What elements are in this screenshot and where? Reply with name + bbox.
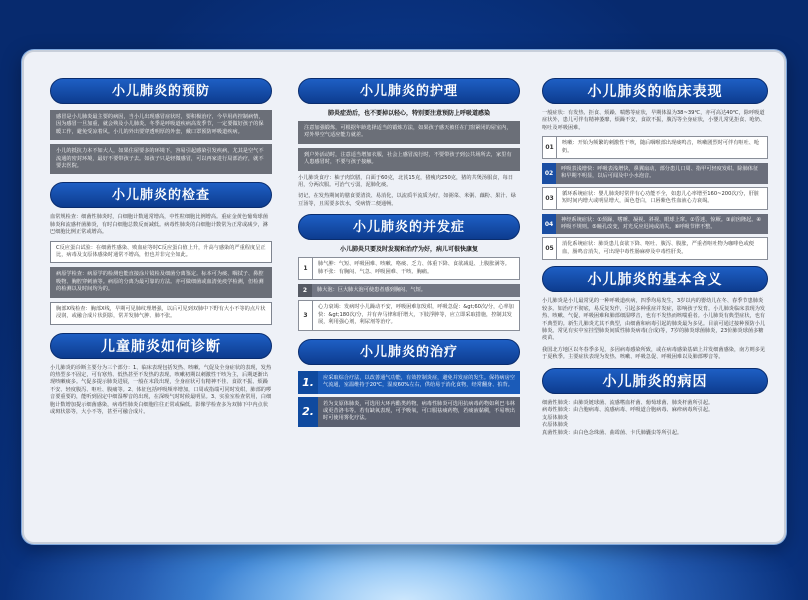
meaning-text-2: 我国北方地区以冬春季多见，多因病毒感染所致，或在病毒感染基础上并发细菌感染，南方则多见于夏秋季。主要症状表现为发热、咳嗽、呼吸急促、呼吸困难以及肺部啰音等。	[542, 346, 766, 361]
clinical-title: 小儿肺炎的临床表现	[542, 78, 768, 104]
cause-line: 衣原体肺炎	[542, 422, 568, 429]
treatment-number: 1.	[302, 375, 314, 389]
nursing-subtitle: 肺炎症劲后，也不要掉以轻心，特别要注意预防上呼吸道感染	[327, 110, 490, 117]
exam-title: 小儿肺炎的检查	[50, 182, 272, 208]
complication-item	[298, 284, 520, 297]
exam-crp-box: C反应蛋白试验：在细菌性感染、败血症等时C反应蛋白值上升，升高与感染的严重程度呈正比，病毒及支原体感染时通常不增高，但也并非完全如此。	[50, 241, 272, 264]
meaning-text-1: 小儿肺炎是小儿最常见的一种呼吸道疾病，四季均易发生，3岁以内的婴幼儿在冬、春季节患肺炎较多。如治疗不彻底，易反复发作，引起多种重症并发症，影响孩子发育。小儿肺炎临床表现为发热、咳嗽、气促、呼吸困难和肺部细湿啰音，也有不发热而咳喘重者。小儿肺炎有典型症状，也有不典型的。新生儿肺炎尤其不典型，由细菌和病毒引起的肺炎最为多见。目前可通过接种预防小儿肺炎。常见有实中室挂型肺炎间质性肺炎病毒(合成)等，7岁的肺炎球菌肺炎，23价肺炎球菌多糖疫苗。	[542, 298, 766, 342]
complication-number: 3	[299, 301, 313, 329]
treatment-number: 2.	[302, 405, 314, 419]
clinical-item	[542, 163, 768, 184]
diagnosis-title: 儿童肺炎如何诊断	[50, 333, 272, 359]
clinical-text: 咳嗽：开始为频繁的刺激性干咳，随后咽喉部出现痰鸣音，咳嗽剧烈时可伴有呕吐、呛奶。	[562, 140, 760, 154]
clinical-general: 一般症状：有发热、拒食、烦躁、喘憋等症状，早期体温为38~39℃，亦可高达40℃，除呼吸道症状外，患儿可伴有精神萎靡，烦躁不安，食欲不振，腹泻等全身症状，小婴儿常见拒食、呛奶、呕吐及呼吸困难。	[542, 110, 766, 131]
complication-item	[298, 257, 520, 280]
diagnosis-text: 小儿肺炎的诊断主要分为三个部分：1、临床表现包括发热、咳嗽、气促及全身症状的表现，发热的热型多不固定，可有寒热、低热甚至不发热的表现。咳嗽初期以刺激性干咳为主，后期逐渐出现咳嗽痰多。气促多提示肺炎进展，一般在末段出现，全身症状可有精神不佳、食欲不振、烦躁不安、轻度腹泻、呕吐、腹痛等。2、体征包括呼吸频率增加，口周或指端可同时发绀，肺部的啰音要重要的，能听到固定中细湿啰音的出现，在深吸气时时候最明显。3、实验室检查常用，白细胞计数增加提示细菌感染，病毒性肺炎白细胞往往正常或偏低。影像学检查多为双肺下中内点状或斑状影等，大小不等，甚至可融合成片。	[50, 364, 272, 415]
treatment-item	[298, 371, 520, 394]
clinical-number: 05	[543, 238, 557, 259]
complication-number: 1	[299, 258, 313, 279]
clinical-text: 循环系统症状：婴儿肺炎时常伴有心功能不全，如患儿心率增至160~200次/分，肝脏短时间内增大或明显增大，面色苍白，口唇紫色性血液心力衰竭。	[562, 190, 760, 205]
meaning-title: 小儿肺炎的基本含义	[542, 266, 768, 292]
clinical-number: 03	[543, 188, 557, 209]
clinical-text: 神经系统症状：①烦躁、嗜睡、凝视、斜视、眼球上窜。②昏迷、惊厥。③前囟隆起。④呼吸不规则。⑤瞳孔改变，对光反应迟钝或消失。⑥呼吸节律不整。	[556, 214, 768, 235]
cause-line: 病毒性肺炎：由合胞病毒、流感病毒、呼吸道合胞病毒、麻疹病毒所引起。	[542, 407, 714, 414]
prevention-box-1: 感冒是小儿肺炎最主要的病因，当小儿出现感冒症状时，要积极治疗，今早用药控制病情，因为感冒一旦加重，就会殃及小儿肺炎。冬季是呼吸道疾病高发季节，一定要做好孩子的保暖工作，避免受凉着风。小儿的外出要穿透明厚的外套，戴口罩预防呼吸道疾病。	[50, 110, 272, 140]
nursing-title: 小儿肺炎的护理	[298, 78, 520, 104]
column-middle	[298, 78, 520, 430]
exam-pathogen-box: 病原学检查：病原学的检测也能直接涂片镜检及细菌分离鉴定。标本可为痰、咽拭子、鼻腔吸物、胸腔穿刺液等。病原的分离为最可靠的方法。亦可做细菌或血清免疫学检测，但检测的检测以及时间均为的。	[50, 267, 272, 297]
clinical-item	[542, 136, 768, 159]
column-left	[50, 78, 272, 420]
complication-text: 肺气肿：气短、呼吸困难、咳嗽、咯痰、乏力、体重下降、食欲减退、上腹胀满等。肺不张：有胸闷、气急、呼吸困难、干咳、胸痛。	[318, 261, 510, 275]
clinical-item	[542, 214, 768, 235]
nursing-box-2: 到户外活动时，注意适当增加衣服，社会上感冒流行时，不要带孩子到公共场所去，家里有人患感冒时，不要与孩子接触。	[298, 148, 520, 171]
clinical-number: 02	[544, 169, 554, 177]
complication-text: 心力衰竭：发病时小儿躁动不安，呼吸困难加发绀，呼吸急促：&gt;60次/分，心率加快：&gt;180次/分，并有奔马律和肝增大，下肢浮肿等，应立即采取措施，控制其发展，利用强心剂，利尿剂等治疗。	[318, 304, 514, 326]
poster-board	[22, 50, 786, 544]
complication-subtitle: 小儿肺炎只要及时发现和治疗为好，病儿可很快康复	[339, 246, 478, 254]
clinical-text: 消化系统症状：肺炎患儿食欲下降、呕吐、腹泻、腹胀，严重者呕吐物为咖啡色或便血，肠鸣音消失，可出现中毒性肠麻痹及中毒性肝炎。	[562, 241, 754, 255]
cause-line: 真菌性肺炎：由白色念珠菌、曲霉菌、卡氏肺囊虫等所引起。	[542, 429, 683, 436]
nursing-diet: 小儿肺炎食疗：柚子肉饮膳，白面于60克，北芪15克，猪瘦肉250克，猪的共煲汤服食，每日用，分两次服。可治气亏弱，泥肺化痰。	[298, 174, 514, 189]
complication-title: 小儿肺炎的并发症	[298, 214, 520, 240]
complication-item	[298, 300, 520, 330]
column-right	[542, 78, 768, 438]
clinical-number: 01	[543, 137, 557, 158]
prevention-title: 小儿肺炎的预防	[50, 78, 272, 104]
exam-blood-test: 血常规检查：细菌性肺炎时，白细胞计数通常增高，中性粒细胞比例增高。重症金黄色葡萄球菌肺炎和流感杆菌肺炎，有时白细胞总数反而减低。病毒性肺炎的白细胞计数常为正常或减少，淋巴细胞比例正常或增高。	[50, 214, 268, 236]
treatment-title: 小儿肺炎的治疗	[298, 339, 520, 365]
nursing-box-1: 注意加强锻炼，可根据年龄选择适当的锻炼方法，如果孩子感天被任在门窗紧闭的屋室内，对外界空气适应能力就差。	[298, 121, 520, 144]
clinical-item	[542, 187, 768, 210]
clinical-number: 04	[544, 220, 554, 228]
cause-line: 支原体肺炎	[542, 414, 568, 421]
clinical-text: 呼吸表浅增快：呼吸表浅增快，鼻翼扇动，部分患儿口周、指甲可轻度发绀。除肺体征和早期不明显，以后可闻及中小水泡音。	[556, 163, 768, 184]
treatment-text: 应采取综合疗法，以改善通气功能，有效控制炎症，避免并发症的发生。保持病房空气流通，室温维持于20℃，湿度60%左右，供给易于消化食物，经常翻身、拍背。	[318, 371, 520, 394]
treatment-item	[298, 397, 520, 427]
exam-xray-box: 胸部X线检查：胸部X线，早期可见肺纹理增强，以后可见到双肺中下野有大小不等的点片状浸润，或融合成片状阴影，常并发肺气肿、肺不张。	[50, 302, 272, 325]
clinical-item	[542, 237, 768, 260]
prevention-box-2: 小儿的抵抗力本不如大人，如果住屋要多的环境下，容易引起感染引发疾病，尤其是空气不流通的密封环境，最好不要带孩子去。如孩子只是轻微感冒，可以再家进行局部治疗，就不要去医院。	[50, 144, 272, 174]
treatment-text: 若为支原体肺炎，可选用大环内酯类药物。病毒性肺炎可选用抗病毒药物如利巴韦林或更昔洛韦等。若有缺氧表现，可予吸氧，可口服祛痰药物，若痰液黏稠，不易咳出时可使用雾化疗法。	[318, 397, 520, 427]
cause-title: 小儿肺炎的病因	[542, 368, 768, 394]
nursing-note: 切记，在发热期间的膳食要清淡、易消化，以流质半流质为好，如粥菜、米粥、藕粉、果汁、绿豆汤等，且需要多饮水，受病情二便通畅。	[298, 193, 516, 207]
cause-line: 细菌性肺炎：由肺炎链球菌、流感嗜血杆菌、葡萄球菌、肺炎杆菌所引起。	[542, 399, 714, 406]
complication-text: 肺大泡：巨大肺大泡可使患者感到胸闷、气短。	[317, 287, 426, 294]
complication-number: 2	[298, 284, 312, 297]
